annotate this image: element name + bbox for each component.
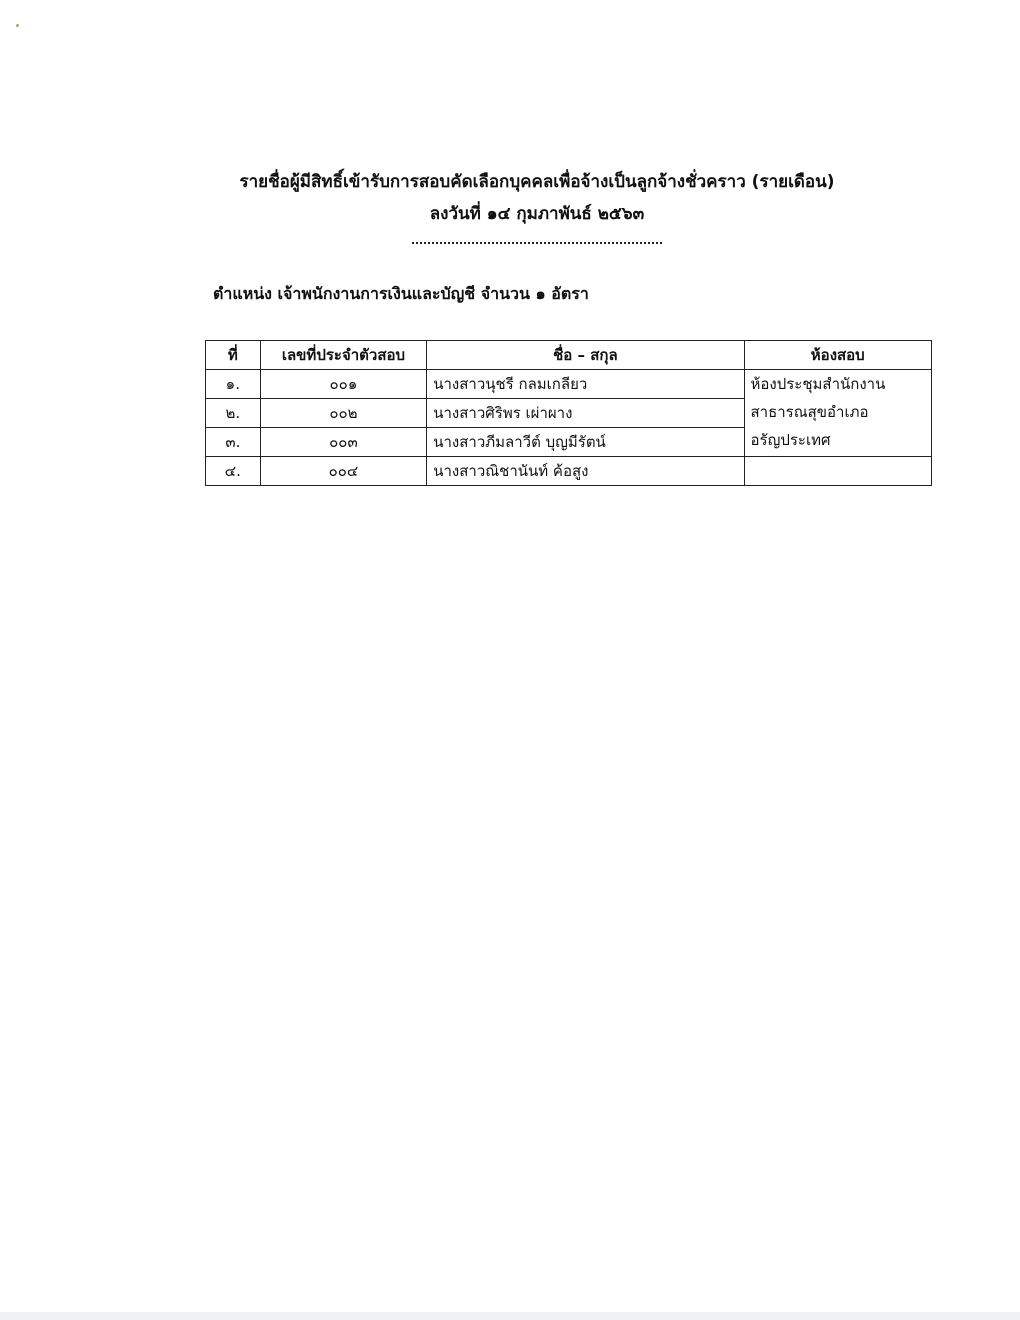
header-no: ที่ (206, 341, 261, 370)
row-name: นางสาวณิชานันท์ ค้อสูง (427, 457, 744, 486)
scan-speck (16, 24, 19, 27)
scan-bottom-edge (0, 1312, 1020, 1320)
room-line: อรัญประเทศ (750, 431, 831, 449)
header-name: ชื่อ – สกุล (427, 341, 744, 370)
row-no: ๑. (206, 370, 261, 399)
row-exam-id: ๐๐๒ (260, 399, 427, 428)
candidate-table (205, 340, 932, 486)
row-no: ๔. (206, 457, 261, 486)
row-name: นางสาวภีมลาวีต์ บุญมีรัตน์ (427, 428, 744, 457)
table-header-row (206, 341, 932, 370)
row-no: ๒. (206, 399, 261, 428)
row-no: ๓. (206, 428, 261, 457)
row-name: นางสาวศิริพร เผ่าผาง (427, 399, 744, 428)
header-exam-id: เลขที่ประจำตัวสอบ (260, 341, 427, 370)
dotted-separator (412, 242, 662, 244)
table-row (206, 457, 932, 486)
table-row (206, 370, 932, 399)
row-name: นางสาวนุชรี กลมเกลียว (427, 370, 744, 399)
row-exam-id: ๐๐๔ (260, 457, 427, 486)
exam-room-cell (744, 370, 932, 457)
row-exam-id: ๐๐๑ (260, 370, 427, 399)
exam-room-cell-empty (744, 457, 932, 486)
room-line: ห้องประชุมสำนักงาน (750, 375, 886, 393)
row-exam-id: ๐๐๓ (260, 428, 427, 457)
document-date: ลงวันที่ ๑๔ กุมภาพันธ์ ๒๕๖๓ (429, 204, 645, 224)
document-title: รายชื่อผู้มีสิทธิ์เข้ารับการสอบคัดเลือกบุคคลเพื่อจ้างเป็นลูกจ้างชั่วคราว (รายเดือน) (239, 172, 835, 192)
room-line: สาธารณสุขอำเภอ (750, 403, 869, 421)
header-room: ห้องสอบ (744, 341, 932, 370)
position-heading: ตำแหน่ง เจ้าพนักงานการเงินและบัญชี จำนวน ๑ อัตรา (213, 284, 589, 303)
